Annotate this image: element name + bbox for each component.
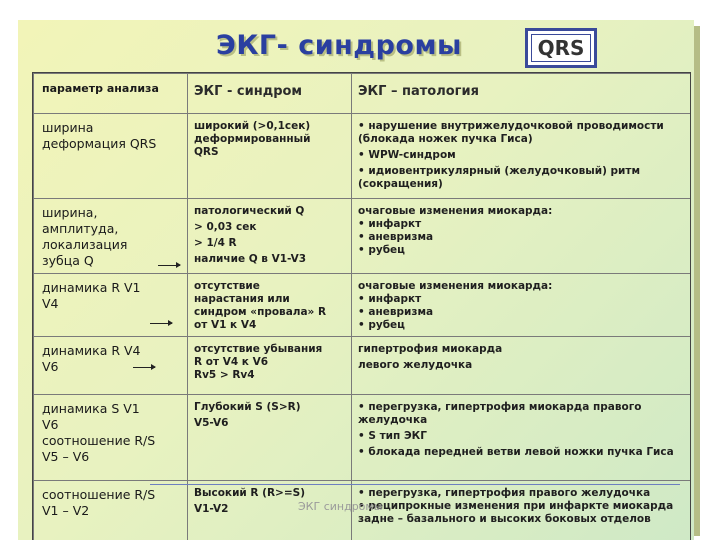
header-pathology: ЭКГ – патология (352, 74, 691, 114)
pathology-item: • WPW-синдром (358, 149, 456, 161)
pathology-item: очаговые изменения миокарда: (358, 205, 553, 217)
qrs-badge (525, 28, 597, 68)
pathology-item: • аневризма (358, 231, 434, 243)
pathology-cell (352, 199, 691, 274)
syndrome-text: от V1 к V4 (194, 319, 257, 331)
pathology-item: гипертрофия миокарда (358, 343, 503, 355)
syndrome-table (33, 73, 691, 540)
syndrome-text: > 0,03 сек (194, 221, 257, 233)
pathology-item: • рубец (358, 244, 405, 256)
syndrome-cell (188, 337, 352, 395)
syndrome-cell (188, 199, 352, 274)
pathology-item: • блокада передней ветви левой ножки пучка Гиса (358, 446, 674, 458)
param-text: соотношение R/S (42, 433, 156, 448)
pathology-item: очаговые изменения миокарда: (358, 280, 553, 292)
syndrome-text: деформированный (194, 133, 311, 145)
table-header-row (34, 74, 691, 114)
syndrome-text: наличие Q в V1-V3 (194, 253, 307, 265)
param-text: динамика R V1 (42, 280, 141, 295)
table-row (34, 274, 691, 337)
param-cell (34, 114, 188, 199)
param-text: V5 – V6 (42, 449, 90, 464)
table-row (34, 337, 691, 395)
pathology-item: • инфаркт (358, 218, 422, 230)
syndrome-text: нарастания или (194, 293, 290, 305)
param-text: локализация (42, 237, 128, 252)
arrow-icon (133, 367, 155, 368)
param-text: соотношение R/S (42, 487, 156, 502)
param-text: V1 – V2 (42, 503, 90, 518)
arrow-icon (158, 265, 180, 266)
syndrome-text: Высокий R (R>=S) (194, 487, 306, 499)
syndrome-text: Глубокий S (S>R) (194, 401, 301, 413)
table-row (34, 114, 691, 199)
arrow-icon (150, 323, 172, 324)
pathology-item: • S тип ЭКГ (358, 430, 427, 442)
table-row (34, 199, 691, 274)
qrs-badge-label: QRS (531, 34, 591, 62)
syndrome-cell (188, 395, 352, 481)
param-cell (34, 199, 188, 274)
param-cell (34, 481, 188, 540)
param-text: V6 (42, 359, 59, 374)
syndrome-text: R от V4 к V6 (194, 356, 268, 368)
footer-text: ЭКГ синдромы (298, 500, 383, 513)
pathology-item: • перегрузка, гипертрофия правого желудочка (358, 487, 651, 499)
pathology-item: • инфаркт (358, 293, 422, 305)
param-text: V4 (42, 296, 59, 311)
syndrome-cell (188, 274, 352, 337)
syndrome-text: отсутствие (194, 280, 260, 292)
param-cell (34, 337, 188, 395)
syndrome-text: V1-V2 (194, 503, 229, 515)
pathology-item: • рубец (358, 319, 405, 331)
param-cell (34, 395, 188, 481)
syndrome-text: синдром «провала» R (194, 306, 327, 318)
pathology-cell (352, 274, 691, 337)
syndrome-table-frame (32, 72, 691, 540)
pathology-item: задне – базального и высоких боковых отделов (358, 513, 651, 525)
syndrome-text: QRS (194, 146, 219, 158)
pathology-cell (352, 337, 691, 395)
param-text: ширина, (42, 205, 98, 220)
param-cell (34, 274, 188, 337)
param-text: V6 (42, 417, 59, 432)
slide-title: ЭКГ- синдромы (216, 30, 462, 61)
syndrome-text: Rv5 > Rv4 (194, 369, 255, 381)
pathology-item: • идиовентрикулярный (желудочковый) ритм (сокращения) (358, 165, 641, 190)
pathology-cell (352, 114, 691, 199)
table-row (34, 395, 691, 481)
syndrome-text: патологический Q (194, 205, 305, 217)
pathology-item: левого желудочка (358, 359, 473, 371)
param-text: ширина (42, 120, 94, 135)
param-text: динамика R V4 (42, 343, 141, 358)
pathology-cell (352, 395, 691, 481)
syndrome-text: отсутствие убывания (194, 343, 323, 355)
pathology-item: • нарушение внутрижелудочковой проводимости (блокада ножек пучка Гиса) (358, 120, 664, 145)
param-text: зубца Q (42, 253, 94, 268)
syndrome-text: V5-V6 (194, 417, 229, 429)
param-text: динамика S V1 (42, 401, 140, 416)
pathology-cell (352, 481, 691, 540)
pathology-item: • реципрокные изменения при инфаркте миокарда (358, 500, 674, 512)
footer-divider (150, 484, 680, 485)
header-parameter: параметр анализа (34, 74, 188, 114)
header-syndrome: ЭКГ - синдром (188, 74, 352, 114)
pathology-item: • перегрузка, гипертрофия миокарда правого желудочка (358, 401, 642, 426)
param-text: амплитуда, (42, 221, 119, 236)
syndrome-text: широкий (>0,1сек) (194, 120, 311, 132)
syndrome-text: > 1/4 R (194, 237, 237, 249)
pathology-item: • аневризма (358, 306, 434, 318)
syndrome-cell (188, 114, 352, 199)
param-text: деформация QRS (42, 136, 157, 151)
